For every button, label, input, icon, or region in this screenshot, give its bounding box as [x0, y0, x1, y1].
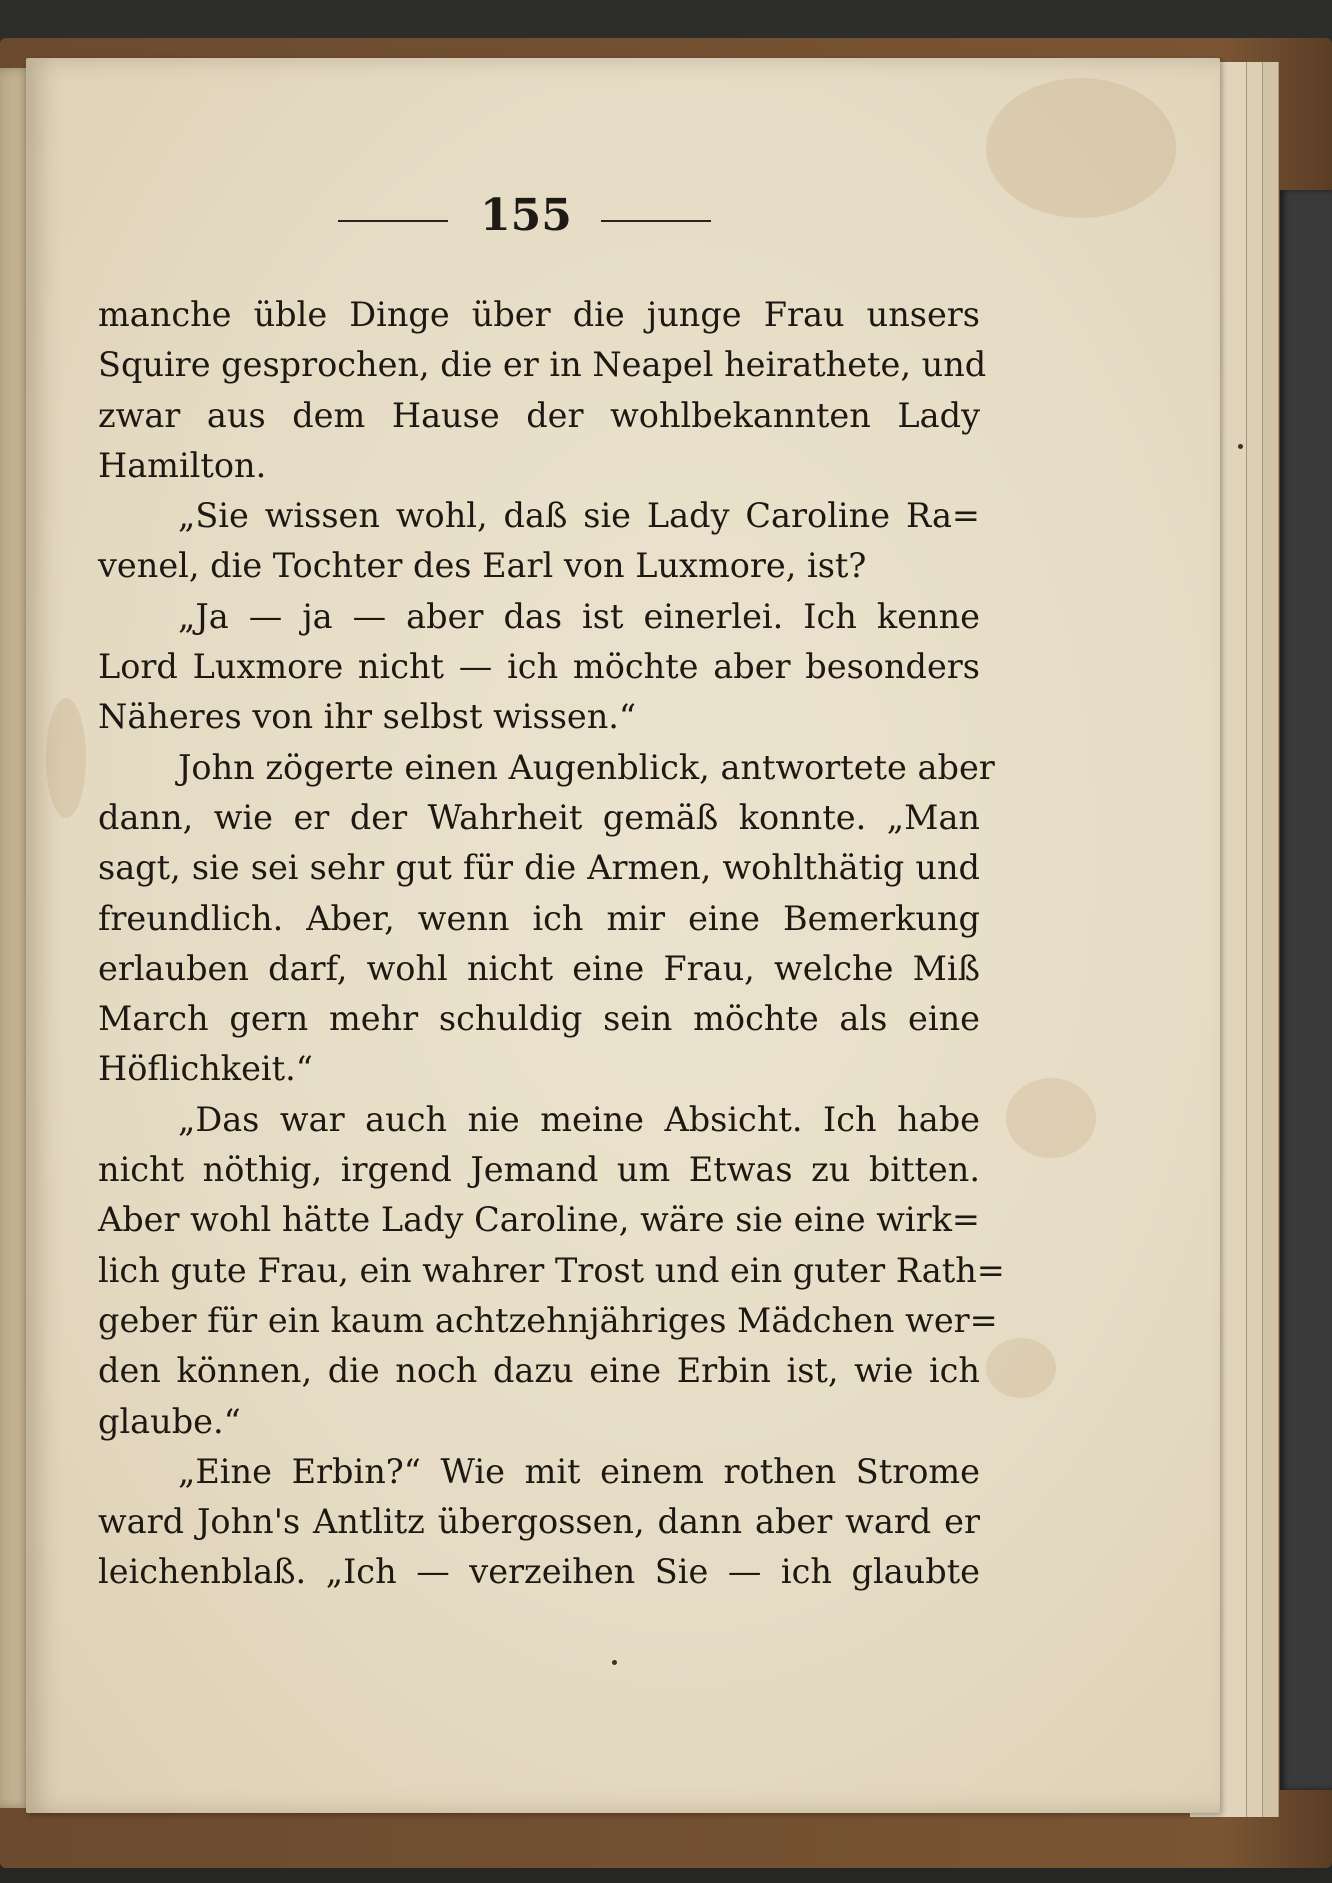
text-line: nicht nöthig, irgend Jemand um Etwas zu bitten. — [98, 1150, 980, 1190]
book-page — [26, 58, 1220, 1813]
paper-stain — [1006, 1078, 1096, 1158]
text-line: Höflichkeit.“ — [98, 1049, 313, 1089]
text-line: ward John's Antlitz übergossen, dann aber ward er — [98, 1502, 980, 1542]
ink-speck — [612, 1660, 617, 1665]
text-line: Squire gesprochen, die er in Neapel heirathete, und — [98, 345, 987, 385]
cover-edge — [1280, 190, 1332, 1790]
text-line: den können, die noch dazu eine Erbin ist, wie ich — [98, 1351, 980, 1391]
paper-stain — [986, 78, 1176, 218]
text-line: freundlich. Aber, wenn ich mir eine Bemerkung — [98, 898, 980, 938]
text-line: venel, die Tochter des Earl von Luxmore, ist? — [98, 546, 867, 586]
text-line: „Eine Erbin?“ Wie mit einem rothen Strome — [178, 1451, 980, 1491]
text-line: Aber wohl hätte Lady Caroline, wäre sie eine wirk= — [98, 1200, 980, 1240]
header-rule-right — [601, 220, 711, 222]
paper-stain — [46, 698, 86, 818]
text-line: Lord Luxmore nicht — ich möchte aber besonders — [98, 647, 980, 687]
text-line: „Das war auch nie meine Absicht. Ich habe — [178, 1099, 980, 1139]
text-line: John zögerte einen Augenblick, antwortete aber — [178, 747, 995, 787]
body-text — [98, 290, 1005, 1598]
text-line: lich gute Frau, ein wahrer Trost und ein guter Rath= — [98, 1250, 1005, 1290]
text-line: Hamilton. — [98, 445, 267, 485]
text-line: zwar aus dem Hause der wohlbekannten Lady — [98, 395, 980, 435]
header-rule-left — [338, 220, 448, 222]
text-line: geber für ein kaum achtzehnjähriges Mädchen wer= — [98, 1300, 998, 1340]
text-line: manche üble Dinge über die junge Frau unsers — [98, 295, 980, 334]
text-line: erlauben darf, wohl nicht eine Frau, welche Miß — [98, 948, 980, 988]
page-number: 155 — [480, 190, 572, 241]
text-line: sagt, sie sei sehr gut für die Armen, wohlthätig und — [98, 848, 980, 888]
text-line: leichenblaß. „Ich — verzeihen Sie — ich glaubte — [98, 1552, 980, 1592]
text-line: „Sie wissen wohl, daß sie Lady Caroline Ra= — [178, 496, 980, 536]
text-line: „Ja — ja — aber das ist einerlei. Ich kenne — [178, 596, 980, 636]
text-line: Näheres von ihr selbst wissen.“ — [98, 697, 637, 737]
text-line: dann, wie er der Wahrheit gemäß konnte. „Man — [98, 797, 980, 837]
text-line: glaube.“ — [98, 1401, 241, 1441]
text-line: March gern mehr schuldig sein möchte als eine — [98, 999, 980, 1039]
ink-speck — [1238, 444, 1243, 449]
paper-stain — [986, 1338, 1056, 1398]
